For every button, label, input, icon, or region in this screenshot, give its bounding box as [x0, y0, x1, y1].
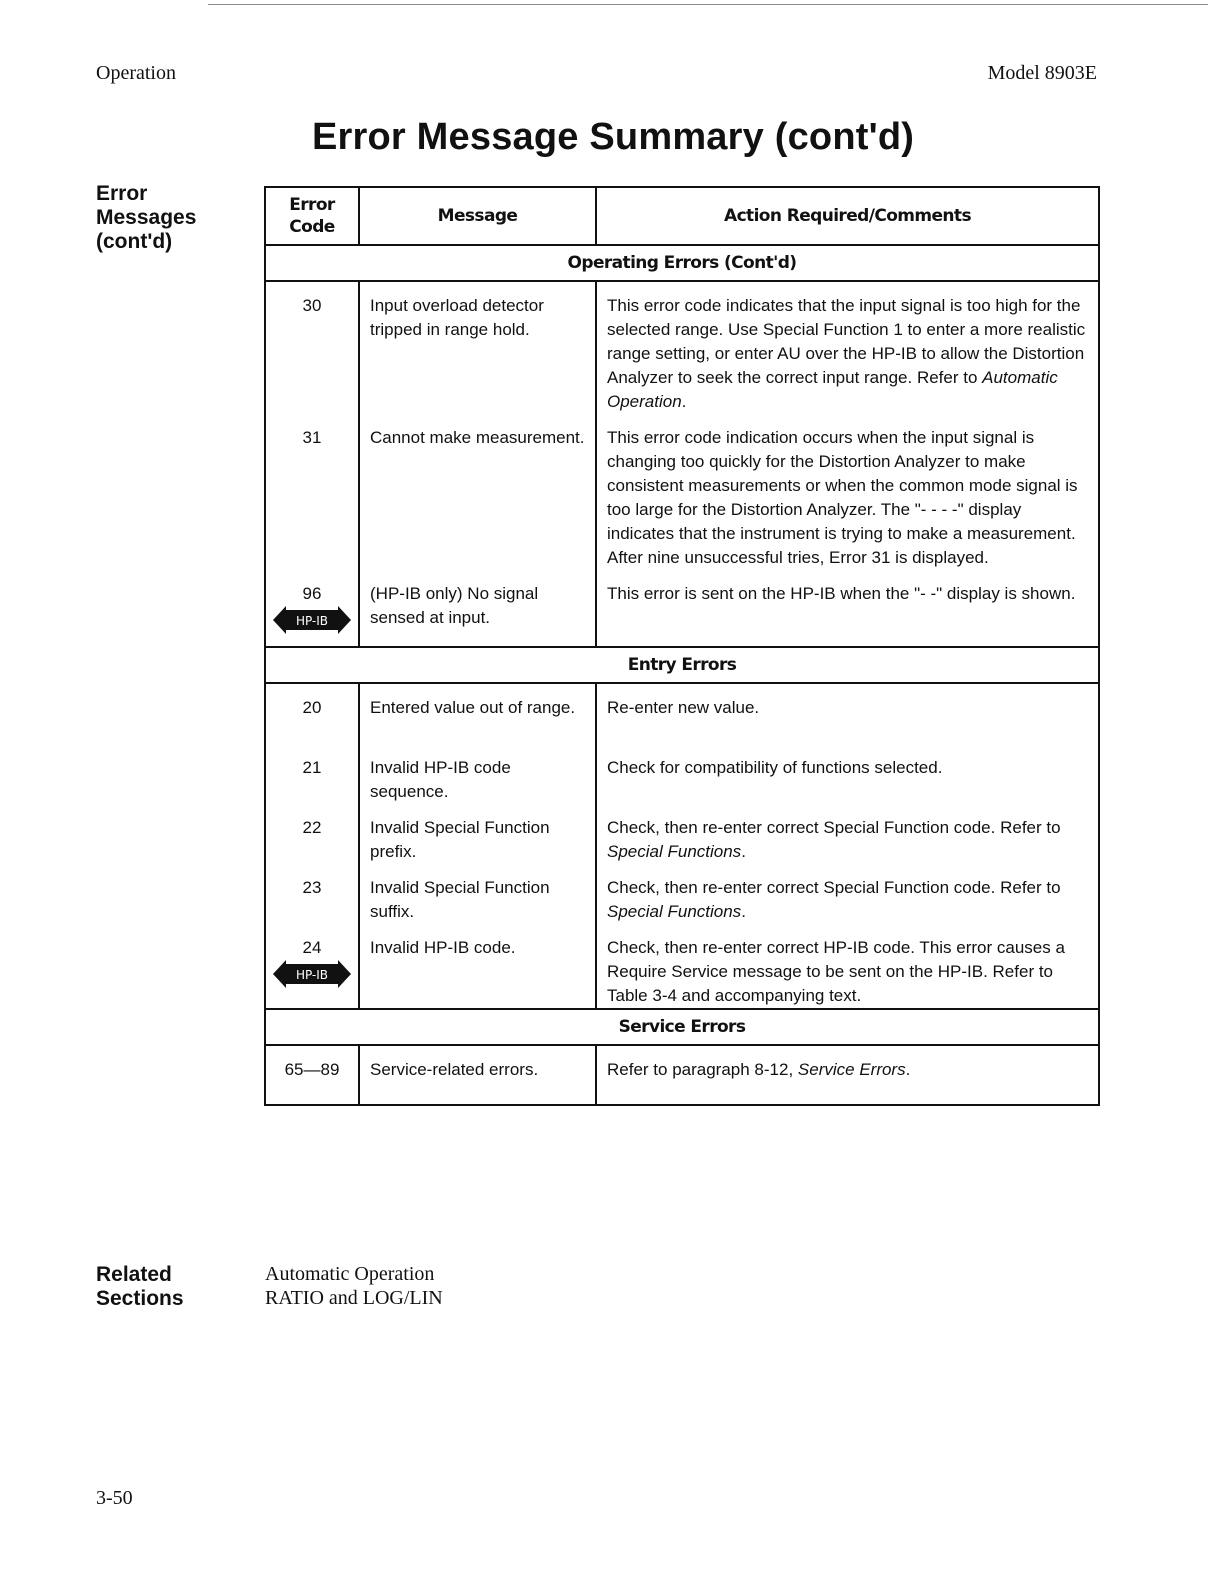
hpib-arrow-icon: [273, 606, 351, 634]
action-text: Check, then re-enter correct Special Function code. Refer to: [607, 878, 1061, 897]
side-heading-error-messages: [96, 182, 196, 254]
error-code: 31: [302, 428, 322, 447]
page-title: Error Message Summary (cont'd): [312, 116, 915, 158]
error-message-cell: [359, 804, 596, 864]
action-cross-reference[interactable]: Service Errors: [797, 1060, 906, 1079]
table-row: [265, 744, 1099, 804]
action-cell: [596, 804, 1099, 864]
action-text-end: .: [905, 1060, 911, 1079]
error-message-cell: [359, 924, 596, 1009]
error-message: Invalid HP-IB code sequence.: [370, 758, 511, 801]
action-cell: [596, 1045, 1099, 1105]
page-number: 3-50: [96, 1487, 133, 1509]
error-code-cell: [265, 570, 359, 647]
running-head-section: Operation: [96, 62, 176, 84]
error-code: 22: [302, 818, 322, 837]
top-rule: [208, 4, 1208, 5]
column-header-message: Message: [359, 187, 596, 245]
section-header-row: [265, 1009, 1099, 1045]
error-code: 21: [302, 758, 322, 777]
hpib-badge-label: HP-IB: [295, 968, 329, 982]
side-heading-line: Messages: [96, 206, 197, 229]
action-text: Refer to paragraph 8-12,: [607, 1060, 798, 1079]
related-section-link[interactable]: Automatic Operation: [265, 1263, 435, 1285]
error-code-cell: [265, 804, 359, 864]
table-row: [265, 804, 1099, 864]
column-header-error-code: [265, 187, 359, 245]
action-text: This error code indication occurs when the input signal is changing too quickly for the Distortion Analyzer to make consistent measurements or when the common mode signal is too large for the Distortion Analyzer. The "- - - -" display indicates that the instrument is trying to make a measurement. After nine unsuccessful tries, Error 31 is displayed.: [607, 428, 1078, 567]
error-code: 20: [302, 698, 322, 717]
error-message: Entered value out of range.: [370, 698, 576, 717]
action-text: This error is sent on the HP-IB when the "- -" display is shown.: [607, 584, 1076, 603]
action-text: Check, then re-enter correct Special Function code. Refer to: [607, 818, 1061, 837]
error-message: Invalid HP-IB code.: [370, 938, 516, 957]
error-message-cell: [359, 864, 596, 924]
side-heading-line: Sections: [96, 1287, 184, 1310]
hpib-arrow-icon: [273, 960, 351, 988]
table-body: [265, 245, 1099, 1105]
error-message: Service-related errors.: [370, 1060, 539, 1079]
action-text-end: .: [741, 902, 746, 921]
action-cross-reference[interactable]: Automatic Operation: [607, 368, 1058, 411]
action-text: This error code indicates that the input signal is too high for the selected range. Use Special Function 1 to enter a more realistic range setting, or enter AU over the HP-IB to allow the Distortion Analyzer to seek the correct input range. Refer to: [607, 296, 1086, 387]
error-code-cell: [265, 281, 359, 414]
error-code: 30: [302, 296, 322, 315]
error-code-cell: [265, 414, 359, 570]
error-code-cell: [265, 683, 359, 744]
table-row: [265, 864, 1099, 924]
error-message-cell: [359, 570, 596, 647]
error-code-cell: [265, 1045, 359, 1105]
hpib-badge-label: HP-IB: [295, 614, 329, 628]
table-row: [265, 570, 1099, 647]
table-row: [265, 924, 1099, 1009]
column-header-action: Action Required/Comments: [596, 187, 1099, 245]
error-message-cell: [359, 683, 596, 744]
section-title: Service Errors: [265, 1009, 1099, 1045]
error-message-cell: [359, 414, 596, 570]
table-row: [265, 281, 1099, 414]
error-code-cell: [265, 924, 359, 1009]
error-code-cell: [265, 864, 359, 924]
error-message: Cannot make measurement.: [370, 428, 585, 447]
side-heading-line: Related: [96, 1263, 172, 1286]
side-heading-line: (cont'd): [96, 230, 173, 253]
error-message-cell: [359, 281, 596, 414]
action-cell: [596, 744, 1099, 804]
action-cell: [596, 570, 1099, 647]
action-cross-reference[interactable]: Special Functions: [607, 902, 742, 921]
action-text: Check, then re-enter correct HP-IB code. This error causes a Require Service message to be sent on the HP-IB. Refer to Table 3-4 and accompanying text.: [607, 938, 1065, 1005]
running-head-model: Model 8903E: [987, 62, 1097, 84]
action-cell: [596, 281, 1099, 414]
error-message-table: [264, 186, 1100, 1106]
table-header-row: [265, 187, 1099, 245]
column-header-line: Error: [289, 195, 335, 215]
related-sections-list: [265, 1262, 443, 1310]
action-text-end: .: [681, 392, 687, 411]
section-header-row: [265, 647, 1099, 683]
action-text: Check for compatibility of functions selected.: [607, 758, 943, 777]
error-code-cell: [265, 744, 359, 804]
related-section-link[interactable]: RATIO and LOG/LIN: [265, 1287, 443, 1309]
error-code: 23: [302, 878, 322, 897]
table-row: [265, 414, 1099, 570]
error-code: 65—89: [284, 1060, 340, 1079]
action-cell: [596, 414, 1099, 570]
action-cross-reference[interactable]: Special Functions: [607, 842, 742, 861]
section-header-row: [265, 245, 1099, 281]
error-message: Invalid Special Function suffix.: [370, 878, 550, 921]
side-heading-related-sections: [96, 1263, 184, 1311]
error-code: 24: [302, 938, 322, 957]
side-heading-line: Error: [96, 182, 148, 205]
action-cell: [596, 924, 1099, 1009]
error-code: 96: [302, 584, 322, 603]
table-row: [265, 683, 1099, 744]
action-text-end: .: [741, 842, 746, 861]
action-cell: [596, 864, 1099, 924]
error-message-cell: [359, 1045, 596, 1105]
table-row: [265, 1045, 1099, 1105]
section-title: Operating Errors (Cont'd): [265, 245, 1099, 281]
error-message-cell: [359, 744, 596, 804]
action-cell: [596, 683, 1099, 744]
error-message: Invalid Special Function prefix.: [370, 818, 550, 861]
column-header-line: Code: [289, 217, 335, 237]
error-message: (HP-IB only) No signal sensed at input.: [370, 584, 539, 627]
action-text: Re-enter new value.: [607, 698, 760, 717]
section-title: Entry Errors: [265, 647, 1099, 683]
error-message: Input overload detector tripped in range hold.: [370, 296, 544, 339]
